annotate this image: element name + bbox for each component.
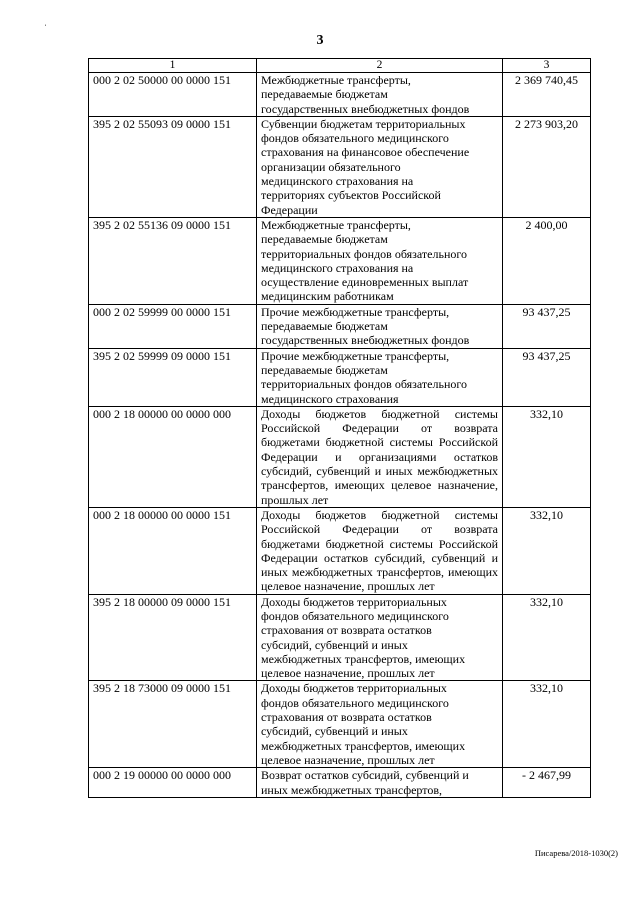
budget-code-cell: 000 2 18 00000 00 0000 000 (89, 406, 257, 507)
table-row (89, 594, 591, 681)
table-row (89, 406, 591, 507)
description-cell: Доходы бюджетов территориальных фондов обязательного медицинского страхования от возврата остатков субсидий, субвенций и иных межбюджетных трансфертов, имеющих целевое назначение, прошлых лет (257, 594, 503, 681)
table-row (89, 507, 591, 594)
amount-cell: 93 437,25 (503, 348, 591, 406)
table-row (89, 217, 591, 304)
amount-cell: 332,10 (503, 406, 591, 507)
table-row (89, 768, 591, 798)
amount-cell: 332,10 (503, 681, 591, 768)
scan-mark: ˌ (44, 16, 47, 26)
budget-code-cell: 395 2 02 59999 09 0000 151 (89, 348, 257, 406)
budget-code-cell: 000 2 18 00000 00 0000 151 (89, 507, 257, 594)
description-cell: Прочие межбюджетные трансферты, передаваемые бюджетам территориальных фондов обязательного медицинского страхования (257, 348, 503, 406)
budget-code-cell: 395 2 02 55093 09 0000 151 (89, 116, 257, 217)
table-row (89, 116, 591, 217)
amount-cell: 2 273 903,20 (503, 116, 591, 217)
table-body (89, 73, 591, 798)
amount-cell: 332,10 (503, 594, 591, 681)
table-row (89, 304, 591, 348)
budget-code-cell: 395 2 02 55136 09 0000 151 (89, 217, 257, 304)
amount-cell: 93 437,25 (503, 304, 591, 348)
description-cell: Межбюджетные трансферты, передаваемые бюджетам государственных внебюджетных фондов (257, 73, 503, 117)
column-header-code: 1 (89, 59, 257, 73)
description-cell: Доходы бюджетов территориальных фондов обязательного медицинского страхования от возврата остатков субсидий, субвенций и иных межбюджетных трансфертов, имеющих целевое назначение, прошлых лет (257, 681, 503, 768)
description-cell: Прочие межбюджетные трансферты, передаваемые бюджетам государственных внебюджетных фондов (257, 304, 503, 348)
description-cell: Субвенции бюджетам территориальных фондов обязательного медицинского страхования на финансовое обеспечение организации обязательного медицинского страхования на территориях субъектов Российской Федерации (257, 116, 503, 217)
page-number: 3 (316, 33, 324, 48)
budget-code-cell: 395 2 18 73000 09 0000 151 (89, 681, 257, 768)
amount-cell: 2 400,00 (503, 217, 591, 304)
budget-code-cell: 395 2 18 00000 09 0000 151 (89, 594, 257, 681)
document-reference: Писарева/2018-1030(2) (534, 848, 618, 858)
amount-cell: 332,10 (503, 507, 591, 594)
budget-code-cell: 000 2 19 00000 00 0000 000 (89, 768, 257, 798)
budget-code-cell: 000 2 02 59999 00 0000 151 (89, 304, 257, 348)
table-row (89, 348, 591, 406)
budget-code-cell: 000 2 02 50000 00 0000 151 (89, 73, 257, 117)
column-header-description: 2 (257, 59, 503, 73)
column-header-amount: 3 (503, 59, 591, 73)
table-row (89, 73, 591, 117)
amount-cell: 2 369 740,45 (503, 73, 591, 117)
budget-revenue-table (88, 58, 591, 798)
description-cell: Доходы бюджетов бюджетной системы Российской Федерации от возврата бюджетами бюджетной системы Российской Федерации и организациями остатков субсидий, субвенций и иных межбюджетных трансфертов, имеющих целевое назначение, прошлых лет (257, 406, 503, 507)
table-row (89, 681, 591, 768)
description-cell: Доходы бюджетов бюджетной системы Российской Федерации от возврата бюджетами бюджетной системы Российской Федерации остатков субсидий, субвенций и иных межбюджетных трансфертов, имеющих целевое назначение, прошлых лет (257, 507, 503, 594)
amount-cell: - 2 467,99 (503, 768, 591, 798)
description-cell: Возврат остатков субсидий, субвенций и иных межбюджетных трансфертов, (257, 768, 503, 798)
table-header-row (89, 59, 591, 73)
description-cell: Межбюджетные трансферты, передаваемые бюджетам территориальных фондов обязательного медицинского страхования на осуществление единовременных выплат медицинским работникам (257, 217, 503, 304)
